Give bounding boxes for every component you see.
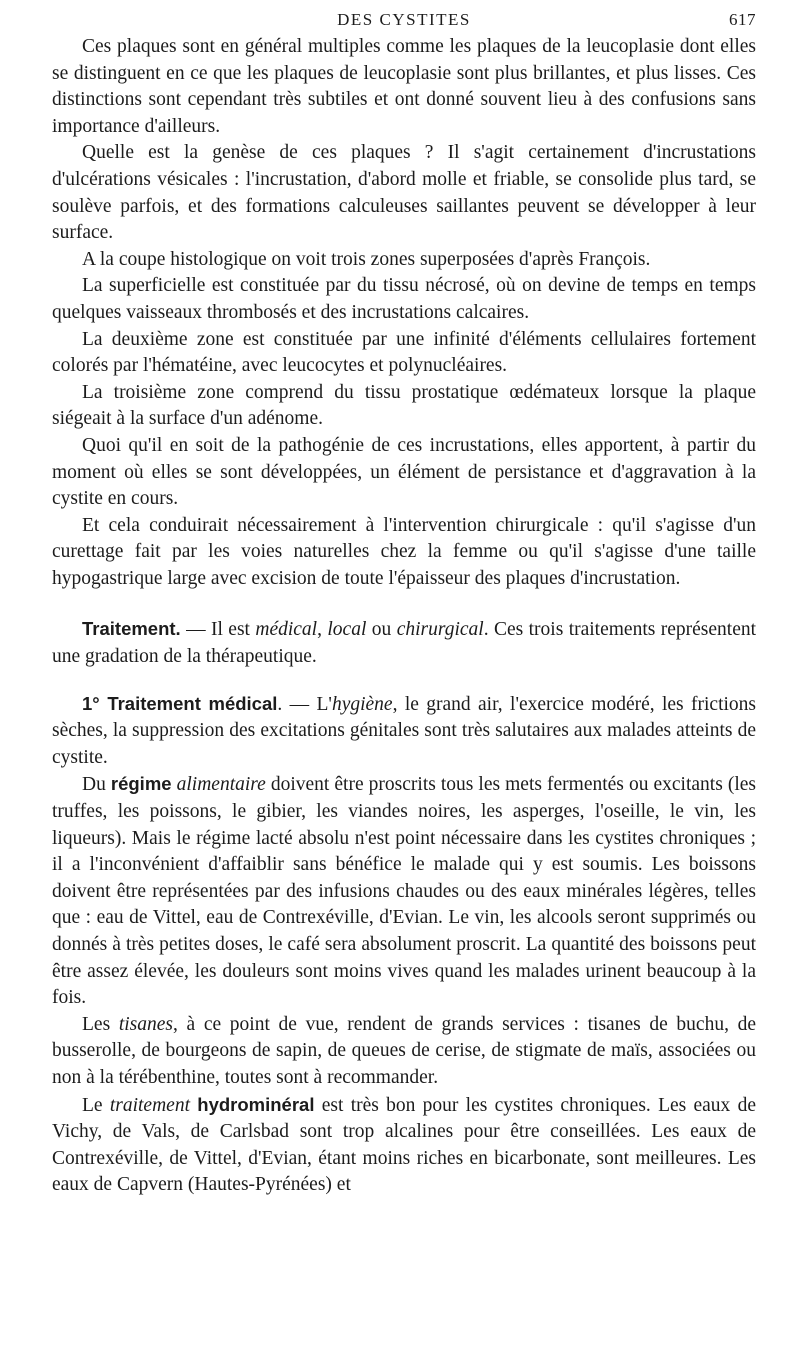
text-run: . Ces trois traitements représentent une gradation de la thérapeutique. [52,619,757,668]
emphasis-alimentaire: alimentaire [176,774,266,796]
running-head [52,0,756,34]
emphasis-tisanes: tisanes [118,1013,173,1035]
paragraph-regime [52,771,756,1011]
page-body [52,34,756,1199]
paragraph-tisanes [52,1012,756,1092]
text-run: est très bon pour les cystites chroniques. Les eaux de Vichy, de Vals, de Carlsbad sont trop alcalines pour être conseillées. Les eaux de Contrexéville, de Vittel, d'Evian, étant moins riches en bicarbonate, sont meilleures. Les eaux de Capvern (Hautes-Pyrénées) et [52,1094,756,1196]
text-run: Le [82,1094,110,1116]
text-run: , [317,619,328,641]
text-run: , à ce point de vue, rendent de grands services : tisanes de buchu, de busserolle, de bourgeons de sapin, de queues de cerise, de stigmate de maïs, associées ou non à la térébenthine, toutes sont à recommander. [52,1013,757,1088]
paragraph-plaques: Ces plaques sont en général multiples comme les plaques de la leucoplasie dont elles se distinguent en ce que les plaques de leucoplasie sont plus brillantes, et plus lisses. Ces distinctions sont cependant très subtiles et ont donné souvent lieu à des confusions sans importance d'ailleurs. [52,36,756,137]
page-number: 617 [729,10,756,29]
paragraph-intervention: Et cela conduirait nécessairement à l'intervention chirurgicale : qu'il s'agisse d'un curettage fait par les voies naturelles chez la femme ou qu'il s'agisse d'une taille hypogastrique large avec excision de toute l'épaisseur des plaques d'incrustation. [52,514,756,589]
bold-regime: régime [110,773,172,795]
bold-hydromineral: hydrominéral [197,1093,315,1115]
section-heading-traitement: Traitement. [82,618,181,640]
paragraph-traitement [52,616,756,670]
text-run: ou [366,619,397,641]
emphasis-hygiene: hygiène [331,693,393,715]
emphasis-chirurgical: chirurgical [396,619,484,641]
paragraph-troisieme-zone: La troisième zone comprend du tissu prostatique œdémateux lorsque la plaque siégeait à la surface d'un adénome. [52,381,756,430]
paragraph-superficielle: La superficielle est constituée par du tissu nécrosé, où on devine de temps en temps quelques vaisseaux thrombosés et des incrustations calcaires. [52,275,756,323]
emphasis-local: local [327,619,367,641]
paragraph-deuxieme-zone: La deuxième zone est constituée par une infinité d'éléments cellulaires fortement colorés par l'hématéine, avec leucocytes et polynucléaires. [52,328,756,377]
text-run: — Il est [180,619,256,641]
paragraph-traitement-medical [52,691,756,772]
emphasis-medical: médical [255,619,318,641]
text-run: Du [82,774,111,796]
paragraph-genese: Quelle est la genèse de ces plaques ? Il s'agit certainement d'incrustations d'ulcérations vésicales : l'incrustation, d'abord molle et friable, se consolide plus tard, se soulève parfois, et des formations calculeuses saillantes peuvent se développer à leur surface. [52,142,756,244]
running-title: DES CYSTITES [337,10,471,29]
text-run: doivent être proscrits tous les mets fermentés ou excitants (les truffes, les poissons, le gibier, les viandes noires, les asperges, l'oseille, le vin, les liqueurs). Mais le régime lacté absolu n'est point nécessaire dans les cystites chroniques ; il a l'inconvénient d'affaiblir sans bénéfice le malade qui y est soumis. Les boissons doivent être représentées par des infusions chaudes ou des eaux minérales légères, telles que : eau de Vittel, eau de Contrexéville, d'Evian. Le vin, les alcools seront supprimés ou donnés à très petites doses, le café sera absolument proscrit. La quantité des boissons peut être assez élevée, les douleurs sont moins vives quand les malades urinent beaucoup à la fois. [52,774,757,1009]
emphasis-traitement: traitement [109,1094,190,1116]
text-run: Les [82,1013,119,1035]
subsection-heading-traitement-medical: 1° Traitement médical [82,692,278,714]
paragraph-pathogenie: Quoi qu'il en soit de la pathogénie de ces incrustations, elles apportent, à partir du moment où elles se sont développées, un élément de persistance et d'aggravation à la cystite en cours. [52,434,756,510]
paragraph-hydromineral [52,1092,756,1199]
paragraph-coupe: A la coupe histologique on voit trois zones superposées d'après François. [82,248,651,270]
text-run: , le grand air, l'exercice modéré, les frictions sèches, la suppression des excitations génitales sont très salutaires aux malades atteints de cystite. [52,693,756,768]
text-run: . — L' [277,693,332,715]
